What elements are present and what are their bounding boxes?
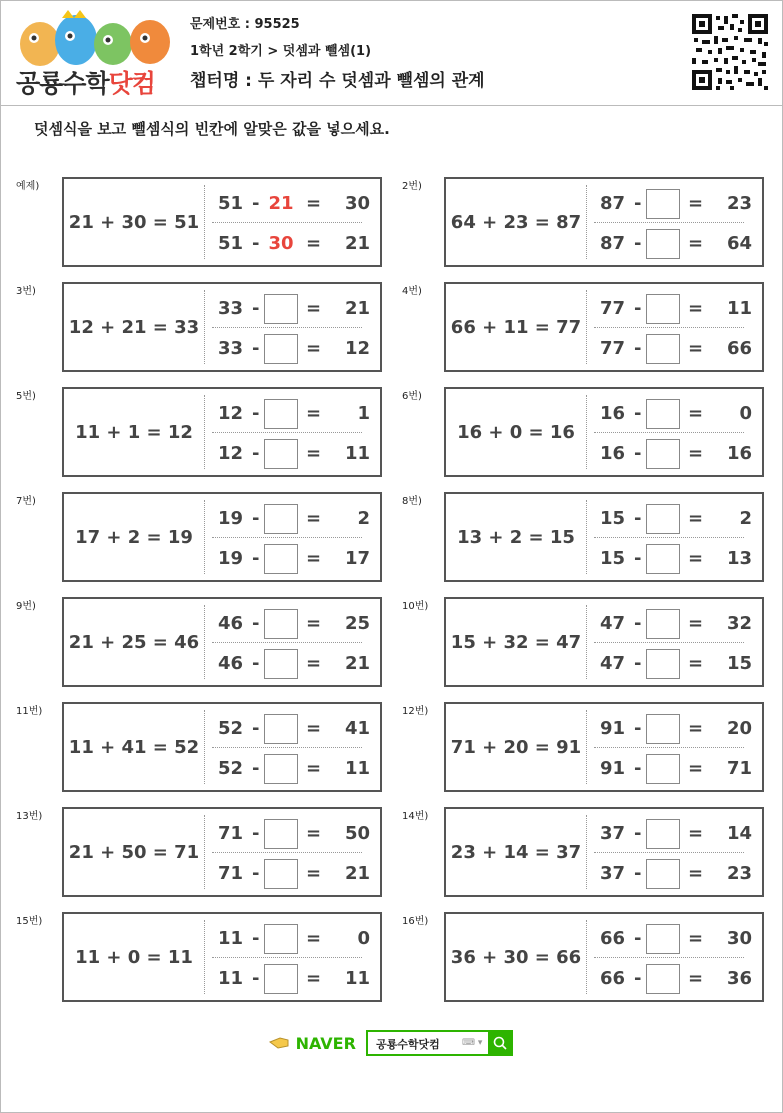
- minus-sign: -: [634, 823, 642, 844]
- equals-sign: =: [688, 338, 704, 359]
- addition-equation: 71 + 20 = 91: [450, 736, 582, 758]
- equals-sign: =: [688, 233, 704, 254]
- problem-card: [444, 807, 764, 897]
- result-value: 11: [344, 758, 370, 779]
- divider: [586, 185, 587, 259]
- problem-label: 7번): [16, 496, 36, 507]
- minuend: 71: [218, 823, 244, 844]
- minuend: 91: [600, 758, 626, 779]
- equals-sign: =: [688, 403, 704, 424]
- divider: [594, 747, 744, 748]
- minus-sign: -: [252, 823, 260, 844]
- answer-blank[interactable]: [264, 504, 298, 534]
- divider: [204, 605, 205, 679]
- minuend: 11: [218, 928, 244, 949]
- minus-sign: -: [634, 298, 642, 319]
- chapter-title: 챕터명 : 두 자리 수 덧셈과 뺄셈의 관계: [190, 71, 485, 91]
- problem-card: [62, 492, 382, 582]
- minuend: 51: [218, 233, 244, 254]
- result-value: 36: [726, 968, 752, 989]
- course-breadcrumb: 1학년 2학기 > 덧셈과 뺄셈(1): [190, 44, 372, 59]
- result-value: 64: [726, 233, 752, 254]
- addition-equation: 66 + 11 = 77: [450, 316, 582, 338]
- divider: [594, 222, 744, 223]
- keyboard-icon[interactable]: ⌨ ▾: [462, 1038, 483, 1048]
- equals-sign: =: [688, 548, 704, 569]
- minus-sign: -: [634, 968, 642, 989]
- minuend: 33: [218, 338, 244, 359]
- minus-sign: -: [252, 508, 260, 529]
- addition-equation: 11 + 41 = 52: [68, 736, 200, 758]
- divider: [212, 957, 362, 958]
- result-value: 32: [726, 613, 752, 634]
- equals-sign: =: [306, 653, 322, 674]
- minuend: 12: [218, 403, 244, 424]
- divider: [594, 327, 744, 328]
- minus-sign: -: [634, 613, 642, 634]
- minuend: 19: [218, 548, 244, 569]
- minuend: 52: [218, 718, 244, 739]
- answer-blank[interactable]: [646, 439, 680, 469]
- divider: [586, 605, 587, 679]
- problem-card: [62, 807, 382, 897]
- equals-sign: =: [306, 758, 322, 779]
- result-value: 2: [357, 508, 370, 529]
- result-value: 2: [739, 508, 752, 529]
- result-value: 0: [739, 403, 752, 424]
- equals-sign: =: [306, 968, 322, 989]
- equals-sign: =: [688, 298, 704, 319]
- addition-equation: 21 + 50 = 71: [68, 841, 200, 863]
- equals-sign: =: [306, 193, 322, 214]
- answer-blank[interactable]: [264, 609, 298, 639]
- minus-sign: -: [252, 298, 260, 319]
- result-value: 0: [357, 928, 370, 949]
- answer-blank[interactable]: [646, 924, 680, 954]
- answer-blank[interactable]: [646, 964, 680, 994]
- problem-label: 3번): [16, 286, 36, 297]
- answer-value: 30: [268, 233, 294, 254]
- search-box[interactable]: [366, 1030, 513, 1056]
- result-value: 25: [344, 613, 370, 634]
- minus-sign: -: [634, 758, 642, 779]
- addition-equation: 11 + 1 = 12: [75, 421, 193, 443]
- minuend: 66: [600, 928, 626, 949]
- result-value: 16: [726, 443, 752, 464]
- minus-sign: -: [634, 508, 642, 529]
- equals-sign: =: [688, 508, 704, 529]
- equals-sign: =: [306, 613, 322, 634]
- answer-blank[interactable]: [646, 544, 680, 574]
- problem-card: [444, 282, 764, 372]
- equals-sign: =: [306, 403, 322, 424]
- addition-equation: 17 + 2 = 19: [75, 526, 193, 548]
- minuend: 66: [600, 968, 626, 989]
- addition-equation: 21 + 30 = 51: [68, 211, 200, 233]
- minus-sign: -: [634, 443, 642, 464]
- problem-label: 14번): [402, 811, 429, 822]
- answer-blank[interactable]: [264, 649, 298, 679]
- answer-blank[interactable]: [646, 714, 680, 744]
- logo-wordmark: 공룡수학닷컴: [16, 69, 155, 98]
- answer-blank[interactable]: [264, 439, 298, 469]
- minuend: 87: [600, 233, 626, 254]
- problem-label: 9번): [16, 601, 36, 612]
- answer-blank[interactable]: [646, 294, 680, 324]
- minuend: 15: [600, 548, 626, 569]
- minus-sign: -: [252, 193, 260, 214]
- answer-blank[interactable]: [646, 754, 680, 784]
- problem-card: [62, 282, 382, 372]
- equals-sign: =: [688, 823, 704, 844]
- problem-card: [62, 177, 382, 267]
- minus-sign: -: [252, 443, 260, 464]
- equals-sign: =: [688, 443, 704, 464]
- problem-label: 11번): [16, 706, 43, 717]
- minus-sign: -: [634, 233, 642, 254]
- answer-blank[interactable]: [264, 399, 298, 429]
- minuend: 46: [218, 653, 244, 674]
- divider: [204, 710, 205, 784]
- minuend: 47: [600, 613, 626, 634]
- minuend: 12: [218, 443, 244, 464]
- equals-sign: =: [306, 823, 322, 844]
- minuend: 37: [600, 863, 626, 884]
- divider: [586, 920, 587, 994]
- minus-sign: -: [634, 193, 642, 214]
- result-value: 41: [344, 718, 370, 739]
- result-value: 1: [357, 403, 370, 424]
- result-value: 11: [344, 443, 370, 464]
- result-value: 50: [344, 823, 370, 844]
- equals-sign: =: [306, 863, 322, 884]
- divider: [212, 852, 362, 853]
- minus-sign: -: [634, 338, 642, 359]
- equals-sign: =: [688, 863, 704, 884]
- minuend: 51: [218, 193, 244, 214]
- result-value: 23: [726, 863, 752, 884]
- divider: [212, 747, 362, 748]
- minuend: 71: [218, 863, 244, 884]
- problem-card: [62, 702, 382, 792]
- search-input[interactable]: 공룡수학닷컴: [376, 1038, 440, 1051]
- problem-card: [62, 597, 382, 687]
- divider: [586, 500, 587, 574]
- equals-sign: =: [306, 508, 322, 529]
- equals-sign: =: [306, 928, 322, 949]
- minus-sign: -: [634, 653, 642, 674]
- problem-label: 예제): [16, 181, 40, 192]
- equals-sign: =: [306, 718, 322, 739]
- answer-blank[interactable]: [646, 504, 680, 534]
- result-value: 21: [344, 298, 370, 319]
- answer-blank[interactable]: [264, 819, 298, 849]
- problem-card: [444, 702, 764, 792]
- equals-sign: =: [688, 718, 704, 739]
- divider: [586, 710, 587, 784]
- minuend: 46: [218, 613, 244, 634]
- result-value: 30: [344, 193, 370, 214]
- answer-blank[interactable]: [646, 399, 680, 429]
- pointing-hand-icon: [268, 1032, 290, 1052]
- result-value: 21: [344, 233, 370, 254]
- problem-label: 15번): [16, 916, 43, 927]
- answer-blank[interactable]: [264, 859, 298, 889]
- addition-equation: 13 + 2 = 15: [457, 526, 575, 548]
- result-value: 15: [726, 653, 752, 674]
- problem-label: 12번): [402, 706, 429, 717]
- divider: [594, 852, 744, 853]
- problem-label: 4번): [402, 286, 422, 297]
- equals-sign: =: [306, 298, 322, 319]
- answer-blank[interactable]: [264, 714, 298, 744]
- header: [0, 0, 783, 106]
- addition-equation: 36 + 30 = 66: [450, 946, 582, 968]
- problem-card: [62, 387, 382, 477]
- equals-sign: =: [306, 233, 322, 254]
- result-value: 23: [726, 193, 752, 214]
- minuend: 16: [600, 443, 626, 464]
- minus-sign: -: [252, 338, 260, 359]
- divider: [594, 957, 744, 958]
- equals-sign: =: [306, 338, 322, 359]
- problem-card: [444, 492, 764, 582]
- equals-sign: =: [688, 928, 704, 949]
- minuend: 87: [600, 193, 626, 214]
- divider: [586, 815, 587, 889]
- result-value: 13: [726, 548, 752, 569]
- minus-sign: -: [252, 548, 260, 569]
- result-value: 66: [726, 338, 752, 359]
- divider: [586, 290, 587, 364]
- equals-sign: =: [688, 758, 704, 779]
- minuend: 16: [600, 403, 626, 424]
- problem-label: 10번): [402, 601, 429, 612]
- minus-sign: -: [252, 233, 260, 254]
- search-button[interactable]: [488, 1030, 513, 1056]
- divider: [204, 395, 205, 469]
- minus-sign: -: [252, 968, 260, 989]
- minus-sign: -: [252, 928, 260, 949]
- answer-blank[interactable]: [646, 334, 680, 364]
- divider: [204, 815, 205, 889]
- minus-sign: -: [252, 613, 260, 634]
- minuend: 52: [218, 758, 244, 779]
- result-value: 14: [726, 823, 752, 844]
- divider: [594, 642, 744, 643]
- minuend: 37: [600, 823, 626, 844]
- result-value: 71: [726, 758, 752, 779]
- answer-blank[interactable]: [646, 189, 680, 219]
- problem-label: 2번): [402, 181, 422, 192]
- divider: [204, 920, 205, 994]
- minuend: 19: [218, 508, 244, 529]
- minuend: 33: [218, 298, 244, 319]
- addition-equation: 15 + 32 = 47: [450, 631, 582, 653]
- minuend: 11: [218, 968, 244, 989]
- answer-blank[interactable]: [264, 964, 298, 994]
- divider: [204, 500, 205, 574]
- answer-blank[interactable]: [646, 609, 680, 639]
- naver-logo: NAVER: [268, 1032, 356, 1053]
- equals-sign: =: [688, 193, 704, 214]
- minus-sign: -: [634, 928, 642, 949]
- equals-sign: =: [688, 613, 704, 634]
- equals-sign: =: [306, 548, 322, 569]
- addition-equation: 23 + 14 = 37: [450, 841, 582, 863]
- result-value: 21: [344, 863, 370, 884]
- problem-label: 16번): [402, 916, 429, 927]
- answer-blank[interactable]: [264, 544, 298, 574]
- answer-blank[interactable]: [264, 334, 298, 364]
- problem-label: 8번): [402, 496, 422, 507]
- divider: [212, 537, 362, 538]
- addition-equation: 64 + 23 = 87: [450, 211, 582, 233]
- equals-sign: =: [688, 968, 704, 989]
- minus-sign: -: [634, 403, 642, 424]
- result-value: 11: [344, 968, 370, 989]
- problem-card: [444, 597, 764, 687]
- minus-sign: -: [252, 718, 260, 739]
- result-value: 20: [726, 718, 752, 739]
- minus-sign: -: [252, 653, 260, 674]
- divider: [594, 537, 744, 538]
- answer-blank[interactable]: [264, 294, 298, 324]
- divider: [204, 290, 205, 364]
- equals-sign: =: [688, 653, 704, 674]
- addition-equation: 12 + 21 = 33: [68, 316, 200, 338]
- problem-card: [444, 177, 764, 267]
- divider: [212, 432, 362, 433]
- problem-label: 5번): [16, 391, 36, 402]
- minus-sign: -: [252, 863, 260, 884]
- divider: [594, 432, 744, 433]
- minuend: 15: [600, 508, 626, 529]
- problem-label: 13번): [16, 811, 43, 822]
- result-value: 17: [344, 548, 370, 569]
- answer-blank[interactable]: [646, 649, 680, 679]
- equals-sign: =: [306, 443, 322, 464]
- minus-sign: -: [252, 403, 260, 424]
- answer-blank[interactable]: [646, 229, 680, 259]
- minus-sign: -: [634, 863, 642, 884]
- problem-number: 문제번호 : 95525: [190, 17, 300, 32]
- answer-blank[interactable]: [646, 859, 680, 889]
- addition-equation: 11 + 0 = 11: [75, 946, 193, 968]
- problem-label: 6번): [402, 391, 422, 402]
- instruction-text: 덧셈식을 보고 뺄셈식의 빈칸에 알맞은 값을 넣으세요.: [34, 120, 390, 138]
- problem-card: [62, 912, 382, 1002]
- divider: [212, 642, 362, 643]
- result-value: 11: [726, 298, 752, 319]
- problem-card: [444, 387, 764, 477]
- answer-blank[interactable]: [264, 924, 298, 954]
- divider: [212, 222, 362, 223]
- minus-sign: -: [634, 718, 642, 739]
- answer-blank[interactable]: [264, 754, 298, 784]
- result-value: 12: [344, 338, 370, 359]
- addition-equation: 16 + 0 = 16: [457, 421, 575, 443]
- minus-sign: -: [634, 548, 642, 569]
- divider: [204, 185, 205, 259]
- result-value: 21: [344, 653, 370, 674]
- magnifier-icon: [488, 1030, 513, 1056]
- minuend: 77: [600, 298, 626, 319]
- minuend: 47: [600, 653, 626, 674]
- minuend: 91: [600, 718, 626, 739]
- answer-value: 21: [268, 193, 294, 214]
- divider: [586, 395, 587, 469]
- divider: [212, 327, 362, 328]
- problem-card: [444, 912, 764, 1002]
- result-value: 30: [726, 928, 752, 949]
- addition-equation: 21 + 25 = 46: [68, 631, 200, 653]
- answer-blank[interactable]: [646, 819, 680, 849]
- minuend: 77: [600, 338, 626, 359]
- minus-sign: -: [252, 758, 260, 779]
- qr-code-icon: [690, 12, 770, 92]
